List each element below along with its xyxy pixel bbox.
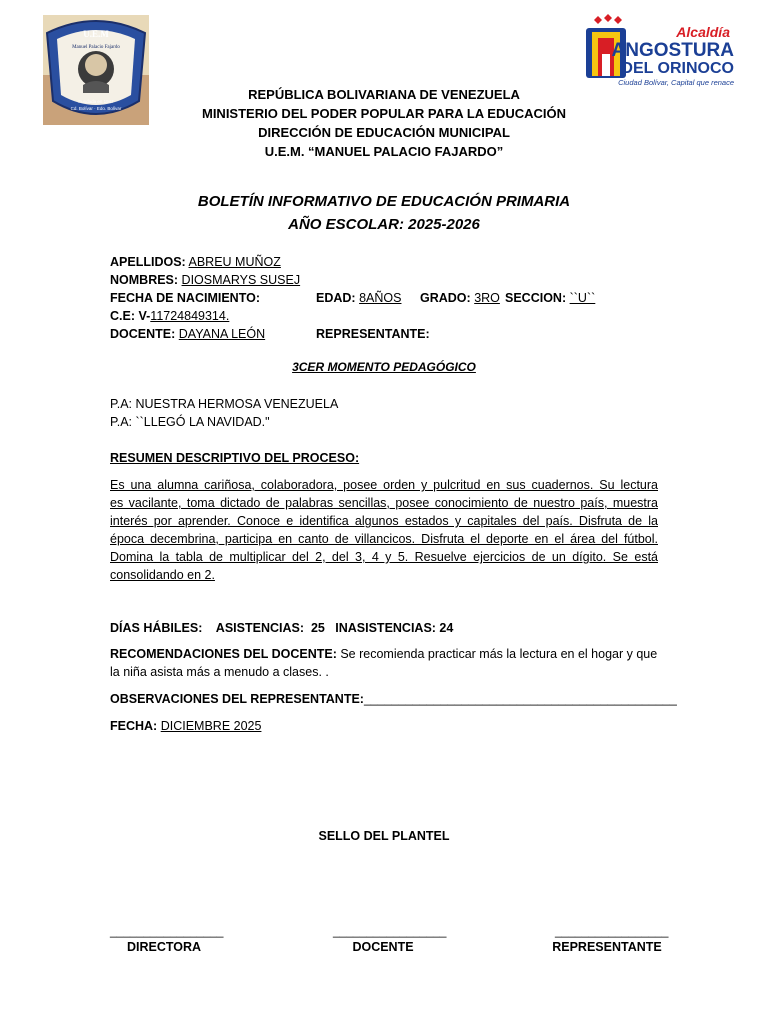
resumen-line-1: Es una alumna cariñosa, colaboradora, posee orden y pulcritud en sus cuadernos. Su lectura	[110, 478, 658, 492]
docente-row	[110, 325, 265, 343]
cedula-label: C.E: V-	[110, 309, 151, 323]
grado-value: 3RO	[474, 291, 500, 305]
seccion-value: ``U``	[569, 291, 596, 305]
seccion-field	[505, 289, 595, 307]
docente-signature-label: DOCENTE	[352, 940, 414, 954]
header-republica: REPÚBLICA BOLIVARIANA DE VENEZUELA	[248, 87, 520, 102]
resumen-line-6: consolidando en 2.	[110, 568, 215, 582]
apellidos-label: APELLIDOS:	[110, 255, 186, 269]
header-direccion: DIRECCIÓN DE EDUCACIÓN MUNICIPAL	[258, 125, 510, 140]
resumen-paragraph	[110, 476, 658, 584]
resumen-line-3: interés por aprender. Conoce e identifica algunos estados y capitales del país. Disfruta de la	[110, 514, 658, 528]
school-logo-top-text: U.E.M	[83, 29, 109, 39]
docente-value: DAYANA LEÓN	[178, 327, 266, 341]
fecha-label: FECHA:	[110, 719, 158, 733]
resumen-heading: RESUMEN DESCRIPTIVO DEL PROCESO:	[110, 451, 360, 465]
recomendaciones-text-2: la niña asista más a menudo a clases. .	[110, 665, 329, 679]
docente-signature-line: _________________	[333, 924, 447, 938]
resumen-line-4: época decembrina, participa en canto de villancicos. Disfruta el deporte en el área del fútbol.	[110, 532, 658, 546]
observaciones-label: OBSERVACIONES DEL REPRESENTANTE:	[110, 692, 364, 706]
cedula-value: 11724849314.	[150, 309, 230, 323]
bulletin-title: BOLETÍN INFORMATIVO DE EDUCACIÓN PRIMARIA	[197, 193, 571, 210]
momento-pedagogico: 3CER MOMENTO PEDAGÓGICO	[292, 360, 476, 374]
representante-label: REPRESENTANTE:	[316, 327, 430, 341]
edad-value: 8AÑOS	[359, 291, 402, 305]
fecha-nacimiento-label: FECHA DE NACIMIENTO:	[110, 291, 260, 305]
nombres-value: DIOSMARYS SUSEJ	[181, 273, 301, 287]
school-logo-bottom-text-2: Cd. Bolívar · Edo. Bolívar	[70, 106, 122, 111]
resumen-line-5: Domina la tabla de multiplicar del 2, del 3, 4 y 5. Resuelve ejercicios de un dígito. Se está	[110, 550, 658, 564]
header-school-name: U.E.M. “MANUEL PALACIO FAJARDO”	[264, 144, 504, 159]
alcaldia-logo-line2: ANGOSTURA	[611, 40, 734, 61]
observaciones-row	[110, 690, 677, 708]
edad-field	[316, 289, 401, 307]
sello-plantel: SELLO DEL PLANTEL	[318, 829, 450, 843]
recomendaciones-label: RECOMENDACIONES DEL DOCENTE:	[110, 647, 337, 661]
asistencia-row: DÍAS HÁBILES: ASISTENCIAS: 25 INASISTENCIAS: 24	[110, 621, 454, 635]
fecha-value: DICIEMBRE 2025	[160, 719, 262, 733]
observaciones-blank-line: _____________________________________________	[363, 692, 677, 706]
apellidos-value: ABREU MUÑOZ	[188, 255, 281, 269]
pa-line-1: P.A: NUESTRA HERMOSA VENEZUELA	[110, 397, 339, 411]
header-ministerio: MINISTERIO DEL PODER POPULAR PARA LA EDUCACIÓN	[201, 106, 567, 121]
representante-signature-label: REPRESENTANTE	[552, 940, 662, 954]
nombres-label: NOMBRES:	[110, 273, 179, 287]
nombres-row	[110, 271, 300, 289]
cedula-row	[110, 307, 229, 325]
representante-signature-line: _________________	[555, 924, 669, 938]
resumen-line-2: es vacilante, toma dictado de palabras sencillas, posee conocimiento de nuestro país, muestra	[110, 496, 658, 510]
edad-label: EDAD:	[316, 291, 356, 305]
seccion-label: SECCION:	[505, 291, 567, 305]
directora-signature-line: _________________	[110, 924, 224, 938]
directora-label: DIRECTORA	[126, 940, 202, 954]
fecha-row	[110, 717, 261, 735]
grado-label: GRADO:	[420, 291, 471, 305]
alcaldia-logo	[584, 14, 740, 90]
apellidos-row	[110, 253, 281, 271]
docente-label: DOCENTE:	[110, 327, 176, 341]
pa-line-2: P.A: ``LLEGÓ LA NAVIDAD."	[110, 415, 270, 429]
grado-field	[420, 289, 500, 307]
school-year: AÑO ESCOLAR: 2025-2026	[288, 216, 480, 233]
alcaldia-logo-line1: Alcaldía	[676, 24, 730, 40]
school-logo-arc-text: Manuel Palacio Fajardo	[72, 45, 120, 50]
school-logo-bottom-text-1: Fundada en 1947	[78, 99, 114, 104]
alcaldia-logo-line3: DEL ORINOCO	[621, 60, 734, 77]
alcaldia-logo-tagline: Ciudad Bolívar, Capital que renace	[618, 78, 734, 87]
recomendaciones-text-1: Se recomienda practicar más la lectura en el hogar y que	[336, 647, 658, 661]
recomendaciones-line-1	[110, 645, 670, 663]
